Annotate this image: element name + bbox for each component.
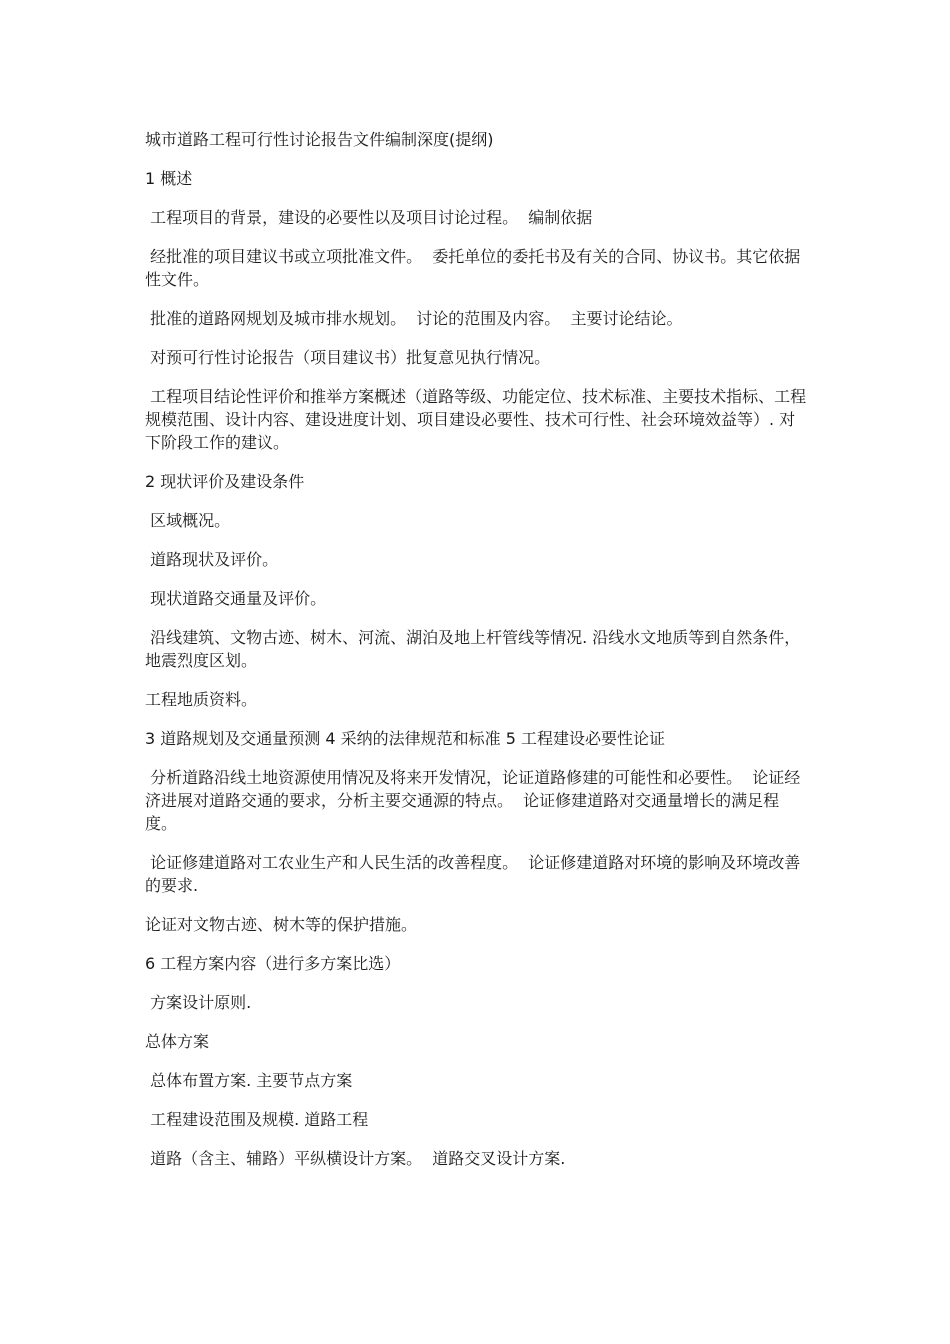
- paragraph-1: 工程项目的背景，建设的必要性以及项目讨论过程。 编制依据: [145, 208, 593, 227]
- paragraph-7: 区域概况。: [145, 511, 231, 530]
- document-body: [145, 128, 810, 1186]
- paragraph-18: 总体方案: [145, 1032, 210, 1051]
- paragraph-6: 2 现状评价及建设条件: [145, 472, 305, 491]
- paragraph-17: 方案设计原则.: [145, 993, 252, 1012]
- document-title: 城市道路工程可行性讨论报告文件编制深度(提纲): [145, 130, 494, 149]
- paragraph-14: 论证修建道路对工农业生产和人民生活的改善程度。 论证修建道路对环境的影响及环境改善的要求.: [145, 853, 801, 895]
- paragraph-4: 对预可行性讨论报告（项目建议书）批复意见执行情况。: [145, 348, 551, 367]
- paragraph-15: 论证对文物古迹、树木等的保护措施。: [145, 915, 418, 934]
- paragraph-16: 6 工程方案内容（进行多方案比选）: [145, 954, 401, 973]
- paragraph-2: 经批准的项目建议书或立项批准文件。 委托单位的委托书及有关的合同、协议书。其它依据性文件。: [145, 247, 801, 289]
- paragraph-11: 工程地质资料。: [145, 690, 258, 709]
- paragraph-19: 总体布置方案. 主要节点方案: [145, 1071, 353, 1090]
- paragraph-9: 现状道路交通量及评价。: [145, 589, 327, 608]
- paragraph-5: 工程项目结论性评价和推举方案概述（道路等级、功能定位、技术标准、主要技术指标、工程规模范围、设计内容、建设进度计划、项目建设必要性、技术可行性、社会环境效益等）. 对下阶段工作的建议。: [145, 387, 807, 452]
- paragraph-12: 3 道路规划及交通量预测 4 采纳的法律规范和标准 5 工程建设必要性论证: [145, 729, 665, 748]
- paragraph-21: 道路（含主、辅路）平纵横设计方案。 道路交叉设计方案.: [145, 1149, 566, 1168]
- paragraph-8: 道路现状及评价。: [145, 550, 279, 569]
- paragraph-13: 分析道路沿线土地资源使用情况及将来开发情况，论证道路修建的可能性和必要性。 论证经济进展对道路交通的要求，分析主要交通源的特点。 论证修建道路对交通量增长的满足程度。: [145, 768, 801, 833]
- paragraph-0: 1 概述: [145, 169, 193, 188]
- paragraph-3: 批准的道路网规划及城市排水规划。 讨论的范围及内容。 主要讨论结论。: [145, 309, 683, 328]
- paragraph-10: 沿线建筑、文物古迹、树木、河流、湖泊及地上杆管线等情况. 沿线水文地质等到自然条件，地震烈度区划。: [145, 628, 801, 670]
- paragraph-20: 工程建设范围及规模. 道路工程: [145, 1110, 369, 1129]
